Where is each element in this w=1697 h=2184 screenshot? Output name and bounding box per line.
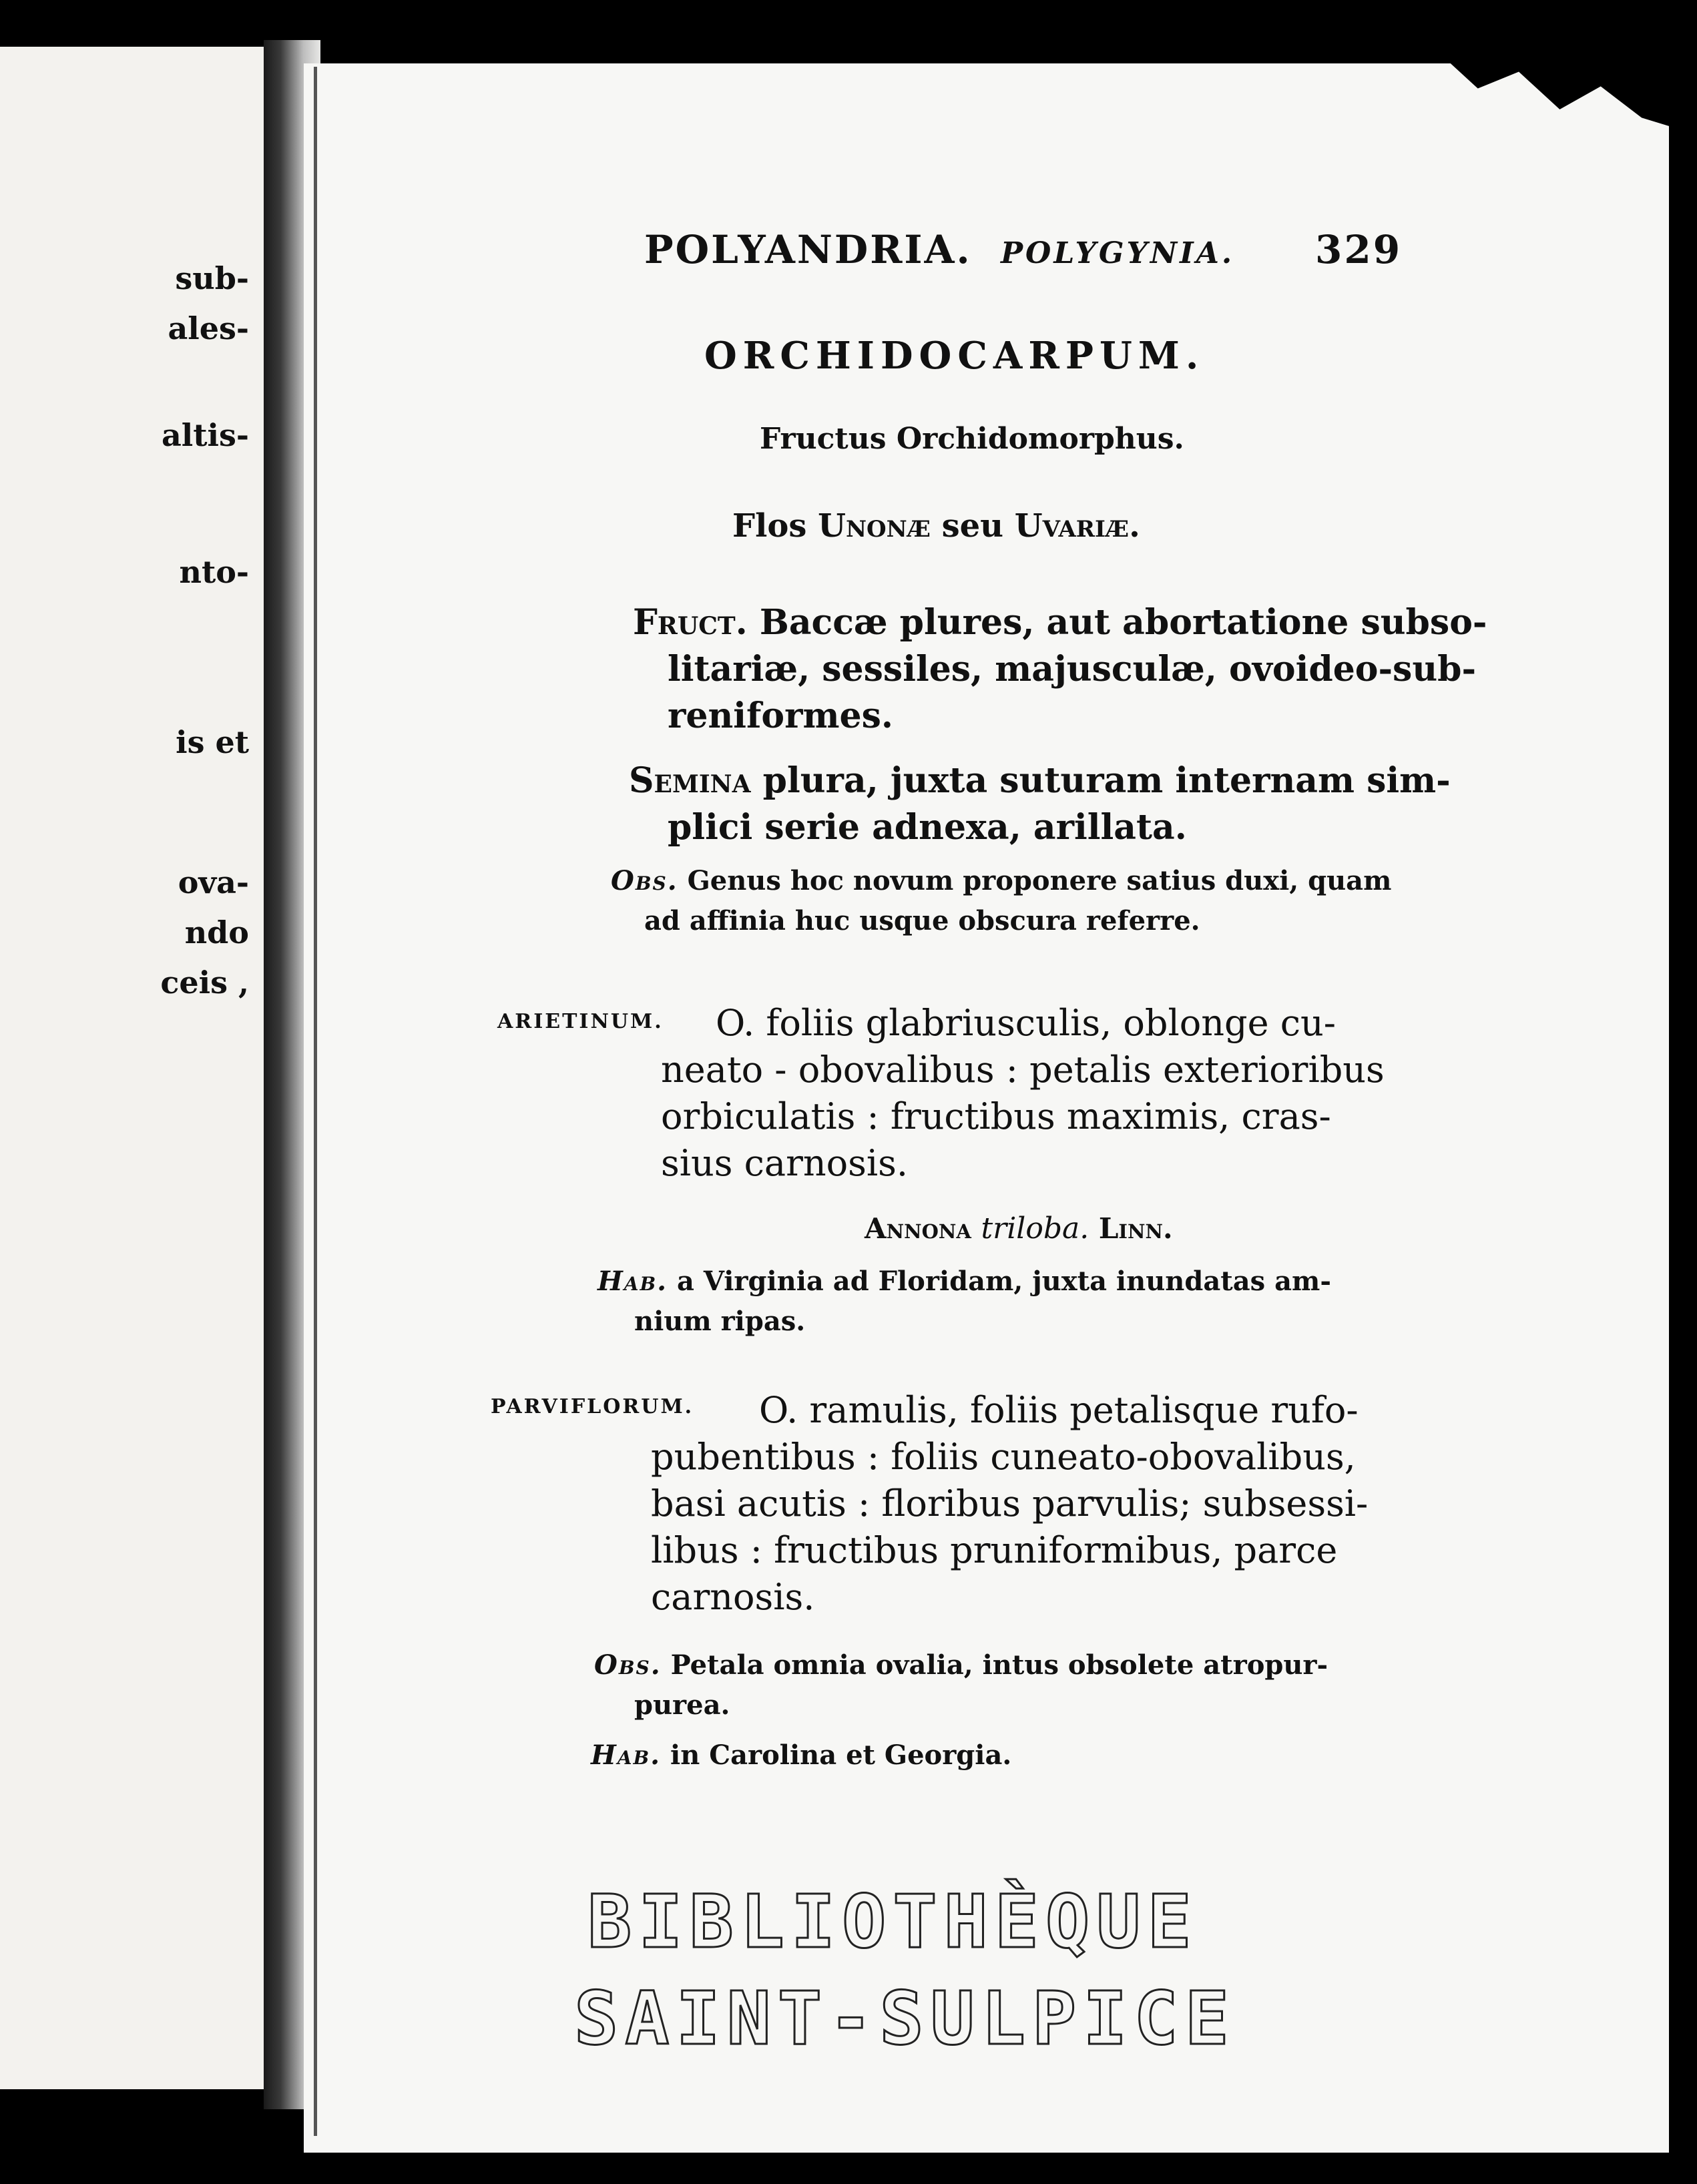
synonym-genus: Annona	[865, 1212, 971, 1245]
obs-line: purea.	[634, 1689, 730, 1721]
fruct-line: litariæ, sessiles, majusculæ, ovoideo-sub-	[668, 649, 1477, 690]
running-head	[644, 227, 1403, 272]
description-line: pubentibus : foliis cuneato-obovalibus,	[651, 1436, 1356, 1478]
left-fragment: nto-	[179, 554, 249, 590]
left-fragment: ceis ,	[160, 965, 249, 1001]
description-line: carnosis.	[651, 1576, 815, 1618]
running-head-section: POLYANDRIA.	[644, 227, 972, 272]
species-description-arietinum	[661, 1000, 1385, 1187]
species-description-parviflorum	[651, 1387, 1368, 1621]
page-number: 329	[1315, 227, 1403, 272]
description-line: O. ramulis, foliis petalisque rufo-	[759, 1389, 1359, 1431]
left-fragment: ova-	[178, 864, 249, 900]
habitat-arietinum	[597, 1262, 1331, 1342]
obs-line: Genus hoc novum proponere satius duxi, quam	[687, 865, 1392, 896]
left-fragment: altis-	[162, 417, 249, 453]
semina-label: Semina	[629, 760, 751, 801]
synonym-line	[865, 1211, 1173, 1246]
genus-obs	[611, 861, 1391, 941]
description-line: sius carnosis.	[661, 1142, 909, 1184]
hab-line: a Virginia ad Floridam, juxta inundatas am-	[677, 1266, 1331, 1297]
page-edge	[314, 67, 317, 2136]
description-line: basi acutis : floribus parvulis; subsessi-	[651, 1482, 1369, 1525]
hab-line: nium ripas.	[634, 1306, 806, 1337]
fruct-paragraph	[633, 599, 1487, 740]
semina-line: plura, juxta suturam internam sim-	[762, 760, 1451, 801]
species-name-arietinum: ARIETINUM.	[497, 1010, 664, 1033]
genus-title: ORCHIDOCARPUM.	[704, 334, 1205, 378]
description-line: orbiculatis : fructibus maximis, cras-	[661, 1095, 1331, 1137]
flos-prefix: Flos	[732, 507, 807, 545]
left-fragment: ales-	[168, 310, 249, 346]
obs-line: ad affinia huc usque obscura referre.	[644, 905, 1200, 936]
description-line: O. foliis glabriusculis, oblonge cu-	[716, 1002, 1336, 1044]
running-head-subsection: POLYGYNIA.	[1000, 236, 1235, 270]
left-fragment: sub-	[175, 260, 249, 296]
fruct-line: reniformes.	[668, 696, 893, 736]
hab-label: Hab.	[591, 1739, 662, 1771]
species-name-parviflorum: PARVIFLORUM.	[491, 1395, 694, 1418]
species-obs	[594, 1645, 1328, 1725]
hab-label: Hab.	[597, 1266, 668, 1297]
description-line: libus : fructibus pruniformibus, parce	[651, 1529, 1338, 1571]
flos-mid: seu	[941, 507, 1004, 545]
hab-text: in Carolina et Georgia.	[670, 1739, 1012, 1771]
obs-line: Petala omnia ovalia, intus obsolete atropur-	[670, 1649, 1328, 1681]
synonym-epithet: triloba.	[981, 1211, 1089, 1246]
semina-line: plici serie adnexa, arillata.	[668, 807, 1187, 848]
flos-line	[732, 507, 1140, 545]
fruct-label: Fruct.	[633, 602, 748, 643]
left-fragment: ndo	[184, 914, 249, 950]
habitat-parviflorum	[591, 1735, 1011, 1776]
flos-name-unona: Unonæ	[818, 507, 931, 545]
library-stamp-line-1: BIBLIOTHÈQUE	[587, 1879, 1198, 1964]
genus-subtitle: Fructus Orchidomorphus.	[760, 422, 1184, 456]
obs-label: Obs.	[611, 865, 678, 896]
obs-label: Obs.	[594, 1649, 662, 1681]
flos-name-uvaria: Uvariæ.	[1014, 507, 1140, 545]
fruct-line: Baccæ plures, aut abortatione subso-	[759, 602, 1487, 643]
synonym-author: Linn.	[1098, 1212, 1173, 1245]
facing-page-fragment	[0, 47, 264, 2089]
semina-paragraph	[629, 758, 1451, 851]
library-stamp-line-2: SAINT-SULPICE	[574, 1976, 1236, 2061]
left-fragment: is et	[176, 724, 249, 760]
description-line: neato - obovalibus : petalis exterioribus	[661, 1049, 1385, 1091]
